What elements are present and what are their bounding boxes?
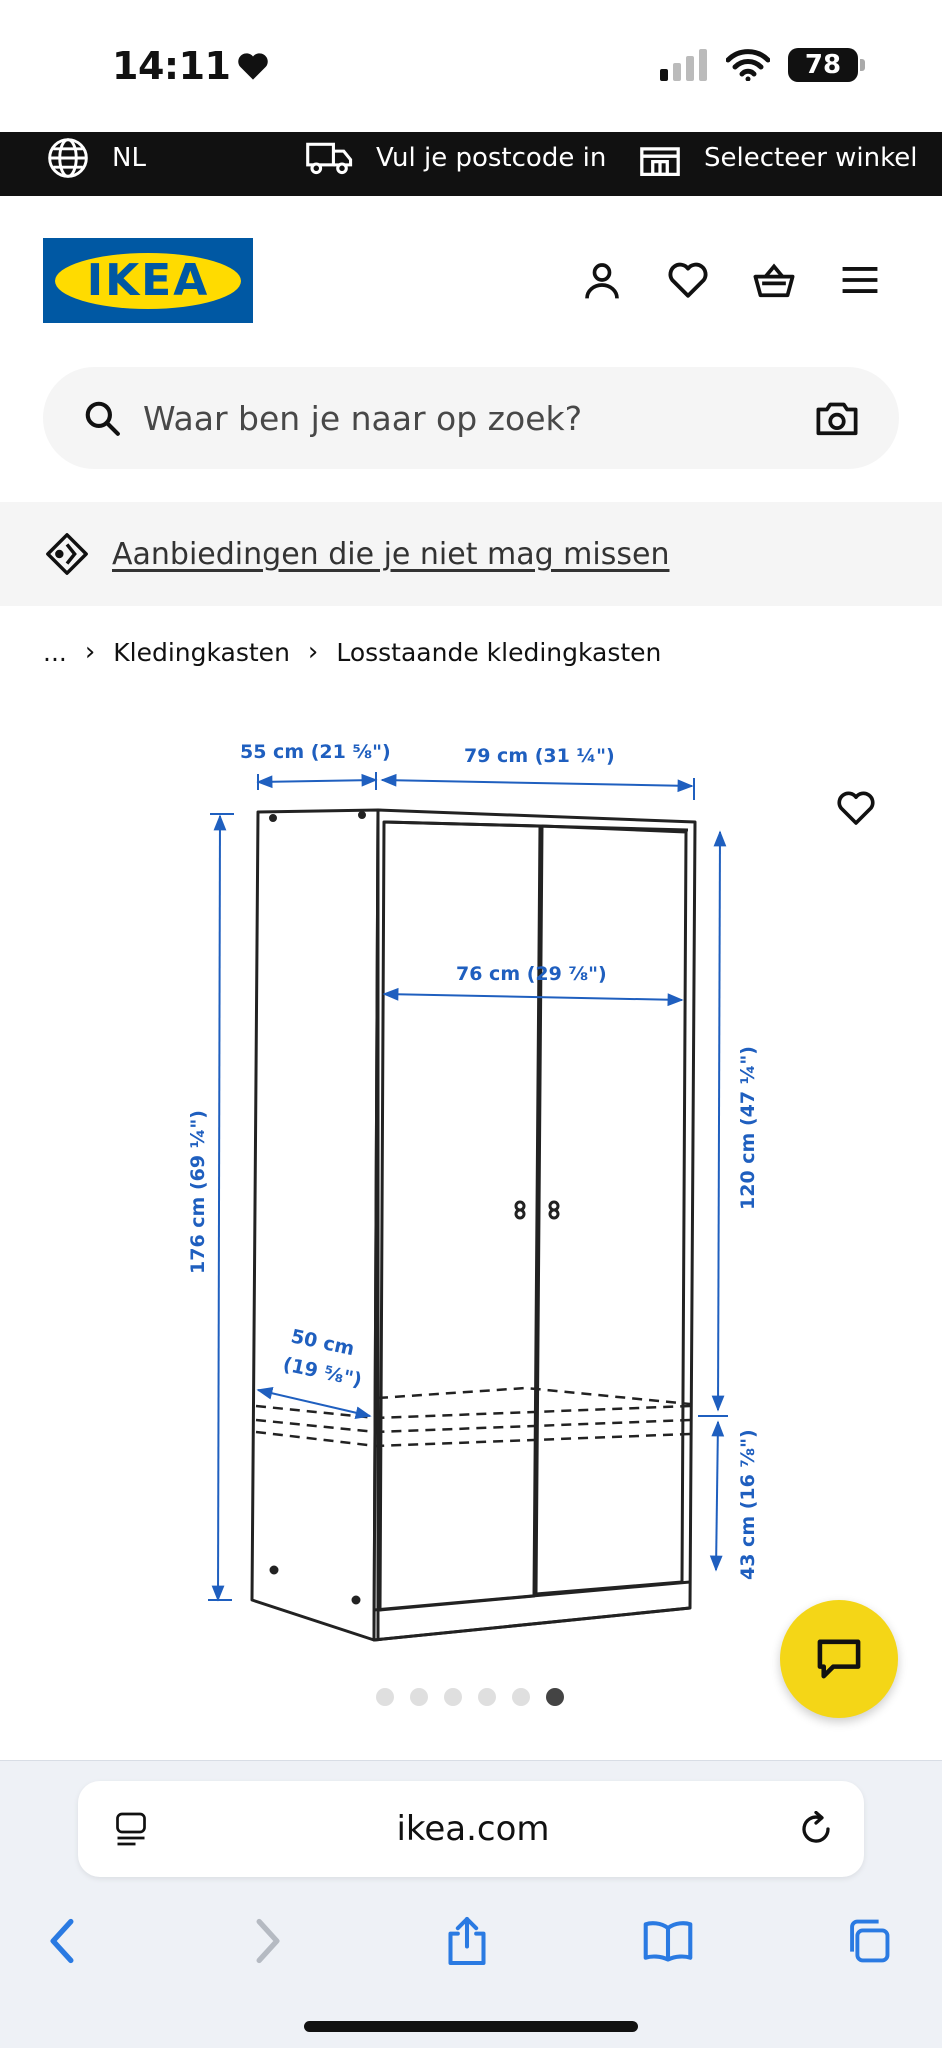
- language-label: NL: [112, 143, 146, 173]
- browser-toolbar: [0, 1760, 942, 2048]
- top-utility-bar: [0, 132, 942, 196]
- store-selector[interactable]: [638, 132, 917, 184]
- dimension-depth-label: 55 cm (21 ⅝"): [240, 741, 391, 763]
- dimension-inner-depth-label-1: 50 cm: [288, 1325, 357, 1361]
- reload-icon[interactable]: [798, 1811, 834, 1847]
- carousel-dot-active[interactable]: [546, 1688, 564, 1706]
- postcode-label: Vul je postcode in: [376, 143, 607, 173]
- postcode-selector[interactable]: [306, 132, 606, 184]
- tabs-button[interactable]: [836, 1901, 900, 1981]
- dimension-upper-height-label: 120 cm (47 ¼"): [737, 1046, 759, 1210]
- favourites-button[interactable]: [666, 258, 710, 302]
- book-icon: [642, 1920, 694, 1962]
- chat-bubble-icon: [816, 1638, 862, 1680]
- menu-button[interactable]: [838, 258, 882, 302]
- breadcrumb-item-kledingkasten[interactable]: Kledingkasten: [113, 637, 290, 667]
- camera-icon[interactable]: [815, 399, 859, 437]
- hamburger-menu-icon: [841, 264, 879, 296]
- ikea-logo[interactable]: IKEA: [43, 238, 253, 323]
- dimension-width-label: 79 cm (31 ¼"): [464, 745, 615, 767]
- share-button[interactable]: [435, 1901, 499, 1981]
- heart-outline-icon: [836, 789, 876, 827]
- user-icon: [582, 260, 622, 300]
- carousel-dot[interactable]: [444, 1688, 462, 1706]
- wifi-icon: [726, 49, 770, 81]
- chevron-right-icon: [253, 1918, 283, 1964]
- add-to-wishlist-button[interactable]: [830, 782, 882, 834]
- store-icon: [638, 138, 682, 178]
- address-bar[interactable]: [78, 1781, 864, 1877]
- carousel-dot[interactable]: [512, 1688, 530, 1706]
- carousel-dots: [376, 1688, 564, 1706]
- chevron-right-icon: ›: [84, 637, 96, 667]
- search-input[interactable]: [143, 399, 815, 438]
- breadcrumb-ellipsis[interactable]: ...: [43, 637, 67, 667]
- shopping-basket-icon: [752, 260, 796, 300]
- header-icons: [580, 258, 882, 302]
- promo-banner: [0, 502, 942, 606]
- reader-mode-icon[interactable]: [114, 1811, 148, 1847]
- cart-button[interactable]: [752, 258, 796, 302]
- delivery-truck-icon: [306, 138, 354, 178]
- heart-outline-icon: [667, 260, 709, 300]
- promo-link[interactable]: Aanbiedingen die je niet mag missen: [112, 536, 670, 572]
- dimension-inner-depth-label-2: (19 ⅝"): [280, 1353, 364, 1392]
- product-dimension-drawing[interactable]: [170, 730, 790, 1650]
- dimension-inner-width-label: 76 cm (29 ⅞"): [456, 963, 607, 985]
- dimension-height-label: 176 cm (69 ¼"): [187, 1110, 209, 1274]
- language-selector[interactable]: [46, 132, 146, 184]
- status-time: 14:11: [112, 44, 270, 88]
- share-icon: [445, 1915, 489, 1967]
- carousel-dot[interactable]: [410, 1688, 428, 1706]
- bookmarks-button[interactable]: [636, 1901, 700, 1981]
- url-text[interactable]: ikea.com: [396, 1809, 550, 1849]
- price-tag-icon: [44, 531, 90, 577]
- cellular-signal-icon: [660, 49, 708, 81]
- breadcrumb: [43, 632, 661, 672]
- search-bar[interactable]: [43, 367, 899, 469]
- chat-button[interactable]: [780, 1600, 898, 1718]
- battery-indicator: 78: [788, 48, 858, 82]
- search-icon: [83, 399, 121, 437]
- status-bar: [0, 0, 942, 132]
- back-button[interactable]: [30, 1901, 94, 1981]
- tabs-icon: [844, 1918, 892, 1964]
- account-button[interactable]: [580, 258, 624, 302]
- chevron-left-icon: [47, 1918, 77, 1964]
- forward-button[interactable]: [236, 1901, 300, 1981]
- carousel-dot[interactable]: [376, 1688, 394, 1706]
- chevron-right-icon: ›: [307, 637, 319, 667]
- globe-icon: [46, 136, 90, 180]
- home-indicator: [304, 2021, 638, 2032]
- browser-nav: [0, 1901, 942, 1981]
- breadcrumb-item-losstaande[interactable]: Losstaande kledingkasten: [336, 637, 662, 667]
- carousel-dot[interactable]: [478, 1688, 496, 1706]
- heart-filled-icon: [236, 51, 270, 81]
- store-label: Selecteer winkel: [704, 143, 918, 173]
- dimension-lower-height-label: 43 cm (16 ⅞"): [737, 1429, 759, 1580]
